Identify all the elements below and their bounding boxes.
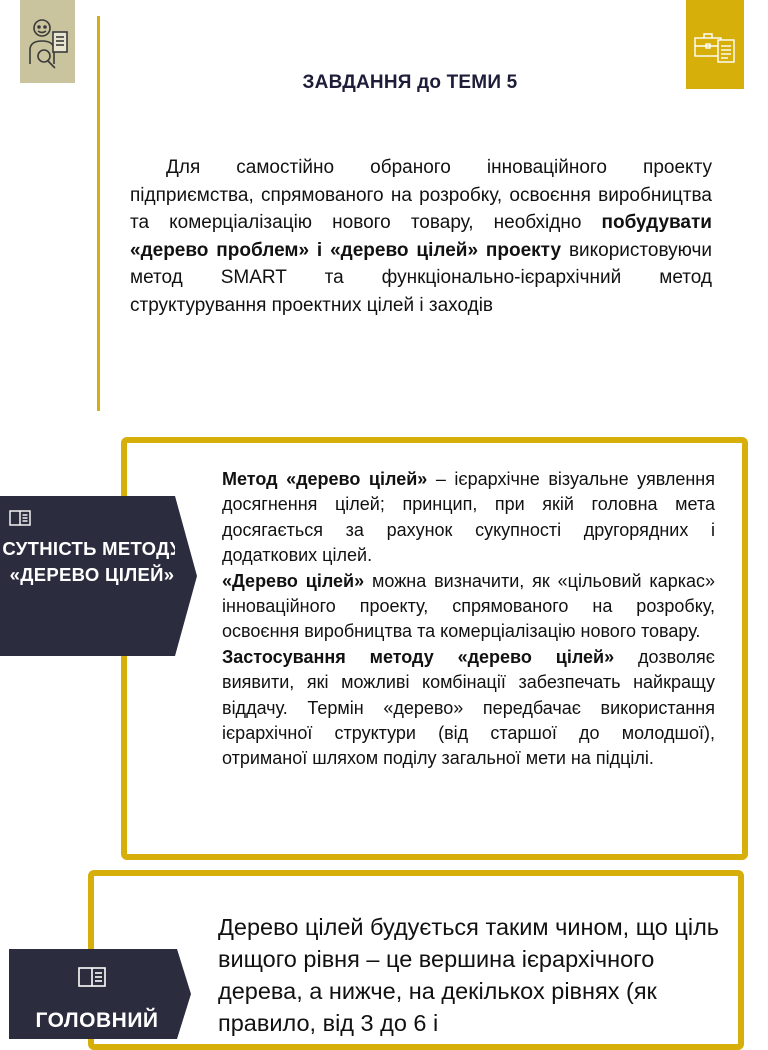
definition-desc-1: – ієрархічне візуальне уявлення досягнення цілей; принцип, при якій головна мета досягається за рахунок сукупності другорядних і додаткових цілей.: [222, 469, 715, 566]
definition-term-3: Застосування методу «дерево цілей»: [222, 646, 615, 667]
book-icon: [9, 510, 31, 531]
accent-divider: [97, 16, 100, 411]
briefcase-documents-icon: [686, 0, 744, 89]
task-text-part1: Для самостійно обраного інноваційного проекту підприємства, спрямованого на розробку, освоєння виробництва та комерціалізацію нового товару, необхідно: [130, 157, 712, 233]
section-label-text: ГОЛОВНИЙ: [35, 1009, 159, 1032]
section-label-essence: [0, 496, 182, 656]
task-text-bold: побудувати «дерево проблем» і «дерево цілей» проекту: [130, 212, 712, 261]
page-title: ЗАВДАННЯ до ТЕМИ 5: [302, 72, 518, 93]
book-icon: [78, 967, 106, 992]
definition-text: [222, 467, 715, 772]
definition-term-1: Метод «дерево цілей»: [222, 469, 428, 489]
definition-desc-2: можна визначити, як «цільовий каркас» інноваційного проекту, спрямованого на розробку, освоєння виробництва та комерціалізацію нового товару.: [222, 570, 715, 642]
definition-term-2: «Дерево цілей»: [222, 570, 365, 591]
task-text: [130, 154, 712, 319]
person-analysis-icon: [20, 0, 75, 83]
task-text-part2: використовуючи метод SMART та функціонально-ієрархічний метод структурування проектних цілей і заходів: [130, 239, 712, 316]
definition-desc-3: дозволяє виявити, які можливі комбінації забезпечать найкращу віддачу. Термін «дерево» передбачає використання ієрархічної структури (від старшої до молодшої), отриманої шляхом поділу загальної мети на підцілі.: [222, 646, 715, 769]
section-label-text: СУТНІСТЬ МЕТОДУ «ДЕРЕВО ЦІЛЕЙ»: [2, 538, 182, 585]
construction-text: Дерево цілей будується таким чином, що ціль вищого рівня – це вершина ієрархічного дерева, а нижче, на декількох рівнях (як правило, від 3 до 6 і: [218, 914, 720, 1036]
section-label-main: [9, 949, 177, 1039]
